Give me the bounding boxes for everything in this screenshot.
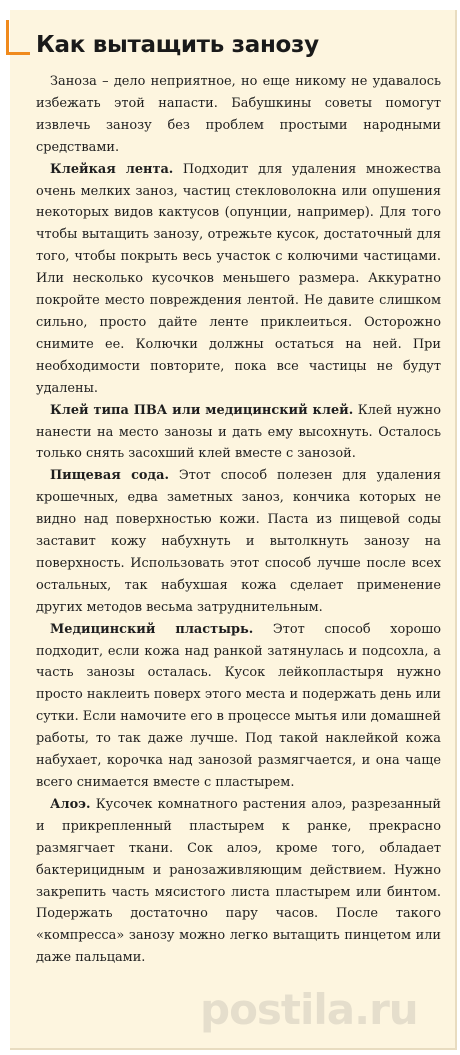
section-text: Клей нужно нанести на место занозы и дать ему высохнуть. Осталось только снять засохший клей вместе с занозой.: [36, 402, 441, 462]
corner-bracket-horizontal: [6, 52, 30, 55]
section-heading: Клей типа ПВА или медицинский клей.: [50, 402, 354, 418]
section-text: Кусочек комнатного растения алоэ, разрезанный и прикрепленный пластырем к ранке, прекрасно размягчает ткани. Сок алоэ, кроме того, обладает бактерицидным и ранозаживляющим действием. Нужно закрепить часть мясистого листа пластырем или бинтом. Подержать достаточно пару часов. После такого «компресса» занозу можно легко вытащить пинцетом или даже пальцами.: [36, 796, 441, 966]
section-aloe: [36, 794, 441, 969]
section-tape: [36, 159, 441, 400]
section-plaster: [36, 619, 441, 794]
section-heading: Медицинский пластырь.: [50, 621, 254, 637]
corner-bracket-vertical: [6, 20, 9, 54]
section-text: Подходит для удаления множества очень мелких заноз, частиц стекловолокна или опушения некоторых видов кактусов (опунции, например). Для того чтобы вытащить занозу, отрежьте кусок, достаточный для того, чтобы покрыть весь участок с колючими частицами. Или несколько кусочков меньшего размера. Аккуратно покройте место повреждения лентой. Не давите слишком сильно, просто дайте ленте приклеиться. Осторожно снимите ее. Колючки должны остаться на ней. При необходимости повторите, пока все частицы не будут удалены.: [36, 161, 441, 396]
intro-paragraph: Заноза – дело неприятное, но еще никому не удавалось избежать этой напасти. Бабушкины советы помогут извлечь занозу без проблем простыми народными средствами.: [36, 74, 441, 155]
article-body: [36, 71, 441, 969]
section-text: Этот способ хорошо подходит, если кожа над ранкой затянулась и подсохла, а часть занозы осталась. Кусок лейкопластыря нужно просто наклеить поверх этого места и подержать день или сутки. Если намочите его в процессе мытья или домашней работы, то так даже лучше. Под такой наклейкой кожа набухает, корочка над занозой размягчается, и она чаще всего снимается вместе с пластырем.: [36, 621, 442, 790]
section-heading: Пищевая сода.: [50, 468, 169, 484]
section-soda: [36, 465, 441, 618]
section-text: Этот способ полезен для удаления крошечных, едва заметных заноз, кончика которых не видно над поверхностью кожи. Паста из пищевой соды заставит кожу набухнуть и вытолкнуть занозу на поверхность. Использовать этот способ лучше после всех остальных, так набухшая кожа сделает применение других методов весьма затруднительным.: [36, 468, 441, 615]
section-heading: Клейкая лента.: [50, 161, 174, 177]
section-glue: [36, 400, 441, 466]
article-title: Как вытащить занозу: [36, 32, 319, 58]
section-heading: Алоэ.: [50, 796, 91, 812]
